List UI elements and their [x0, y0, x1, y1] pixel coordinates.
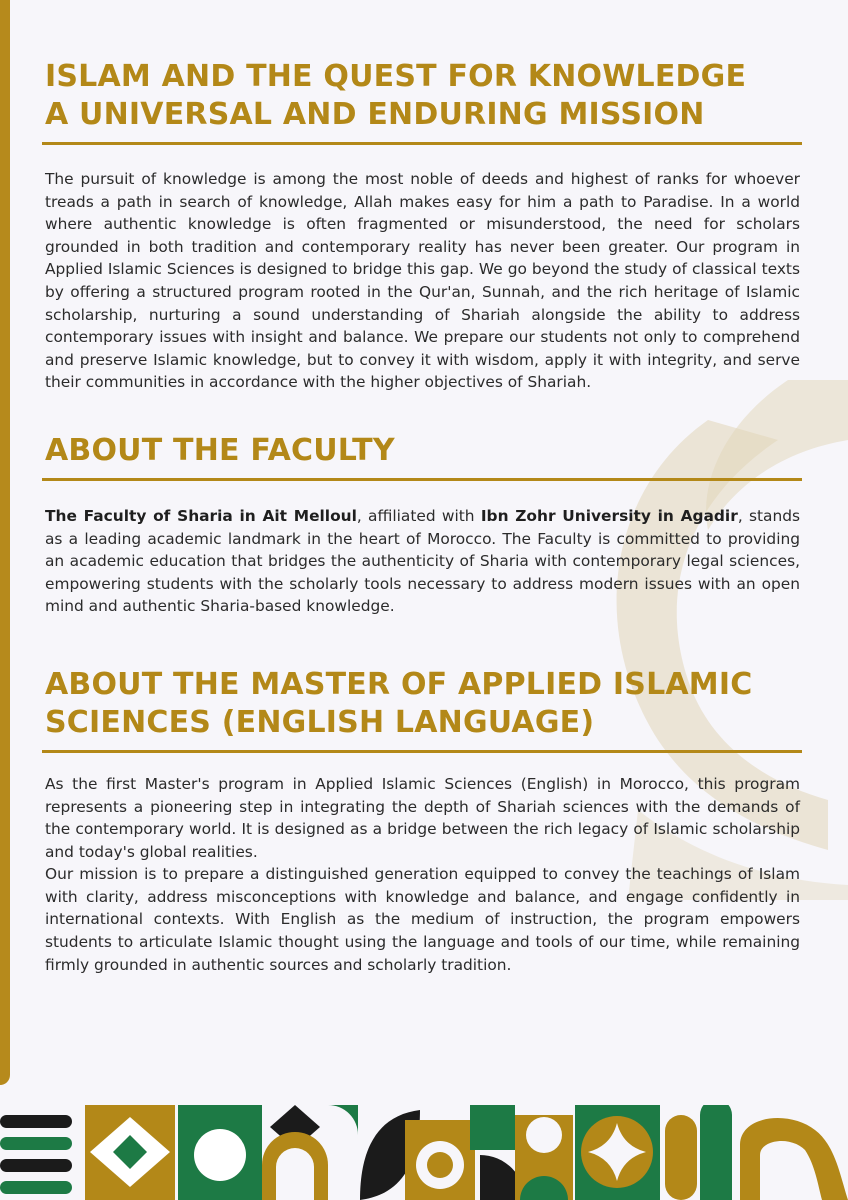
section-divider — [42, 478, 802, 481]
diamond-tile-motif — [85, 1105, 175, 1200]
section-divider — [42, 142, 802, 145]
stripes-motif — [0, 1115, 72, 1194]
section-about-faculty — [45, 432, 800, 618]
section-title-islam-knowledge — [45, 58, 800, 134]
section-title-about-faculty: ABOUT THE FACULTY — [45, 432, 395, 468]
title-line-1: ISLAM AND THE QUEST FOR KNOWLEDGE — [45, 59, 747, 94]
section-body: The pursuit of knowledge is among the most noble of deeds and highest of ranks for whoever treads a path in search of knowledge, Allah makes easy for him a path to Paradise. In a world where authentic knowledge is often fragmented or misunderstood, the need for scholars grounded in both tradition and contemporary reality has never been greater. Our program in Applied Islamic Sciences is designed to bridge this gap. We go beyond the study of classical texts by offering a structured program rooted in the Qur'an, Sunnah, and the rich heritage of Islamic scholarship, nurturing a sound understanding of Shariah alongside the ability to address contemporary issues with insight and balance. We prepare our students not only to comprehend and preserve Islamic knowledge, but to convey it with wisdom, apply it with integrity, and serve their communities in accordance with the higher objectives of Shariah. — [45, 170, 800, 392]
ring-motif — [178, 1105, 262, 1200]
body-text: , affiliated with — [356, 506, 481, 525]
left-accent-bar — [0, 0, 10, 1085]
section-body — [45, 505, 800, 618]
section-islam-knowledge — [45, 58, 800, 394]
geometric-footer-pattern — [0, 1105, 848, 1200]
title-line-1: ABOUT THE MASTER OF APPLIED ISLAMIC — [45, 666, 753, 702]
pillar-motif — [665, 1105, 732, 1200]
arch-motif — [262, 1105, 358, 1200]
section-body-paragraph-1: As the first Master's program in Applied Islamic Sciences (English) in Morocco, this program represents a pioneering step in integrating the depth of Shariah sciences with the demands of the contemporary world. It is designed as a bridge between the rich legacy of Islamic scholarship and today's global realities. — [45, 774, 800, 861]
section-title-about-master — [45, 666, 800, 742]
section-divider — [42, 750, 802, 753]
title-line-2: A UNIVERSAL AND ENDURING MISSION — [45, 97, 705, 132]
curve-motif — [740, 1118, 848, 1200]
university-name: Ibn Zohr University in Agadir — [480, 506, 738, 525]
body-text: , stands as a leading academic landmark in the heart of Morocco. The Faculty is committed to providing an academic education that bridges the authenticity of Sharia with contemporary legal sciences, empowering students with the scholarly tools necessary to address modern issues with an open mind and authentic Sharia-based knowledge. — [45, 506, 801, 616]
title-line-2: SCIENCES (ENGLISH LANGUAGE) — [45, 704, 595, 740]
section-body-paragraph-2: Our mission is to prepare a distinguished generation equipped to convey the teachings of Islam with clarity, address misconceptions with knowledge and balance, and engage confidently in international contexts. With English as the medium of instruction, the program empowers students to articulate Islamic thought using the language and tools of our time, while remaining firmly grounded in authentic sources and scholarly tradition. — [45, 865, 800, 974]
main-content — [45, 58, 800, 976]
star-tile-motif — [575, 1105, 660, 1200]
faculty-name: The Faculty of Sharia in Ait Melloul — [45, 506, 357, 525]
section-about-master — [45, 666, 800, 976]
